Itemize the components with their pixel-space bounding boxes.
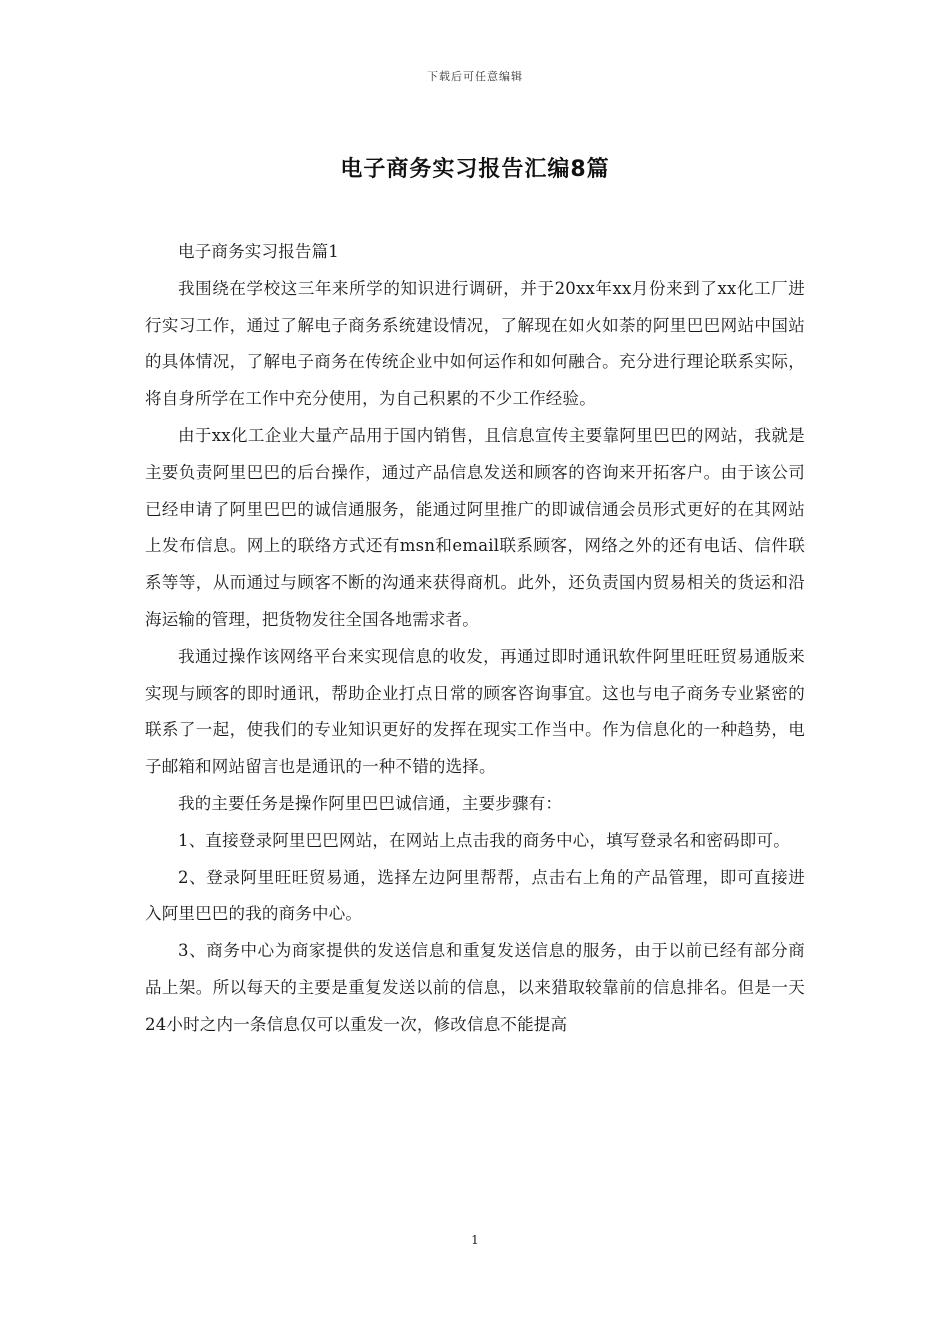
list-item: 3、商务中心为商家提供的发送信息和重复发送信息的服务，由于以前已经有部分商品上架。所以每天的主要是重复发送以前的信息，以来猎取较靠前的信息排名。但是一天24小时之内一条信息仅可以重发一次，修改信息不能提高 bbox=[145, 941, 805, 1034]
paragraph: 我围绕在学校这三年来所学的知识进行调研，并于20xx年xx月份来到了xx化工厂进行实习工作，通过了解电子商务系统建设情况，了解现在如火如荼的阿里巴巴网站中国站的具体情况，了解电子商务在传统企业中如何运作和如何融合。充分进行理论联系实际，将自身所学在工作中充分使用，为自己积累的不少工作经验。 bbox=[145, 278, 805, 409]
list-item: 1、直接登录阿里巴巴网站，在网站上点击我的商务中心，填写登录名和密码即可。 bbox=[178, 830, 790, 850]
page-number: 1 bbox=[471, 1233, 479, 1247]
paragraph: 我通过操作该网络平台来实现信息的收发，再通过即时通讯软件阿里旺旺贸易通版来实现与顾客的即时通讯，帮助企业打点日常的顾客咨询事宜。这也与电子商务专业紧密的联系了一起，使我们的专业知识更好的发挥在现实工作当中。作为信息化的一种趋势，电子邮箱和网站留言也是通讯的一种不错的选择。 bbox=[145, 646, 805, 777]
section-heading: 电子商务实习报告篇1 bbox=[178, 242, 339, 261]
document-body bbox=[145, 234, 805, 1044]
document-title: 电子商务实习报告汇编8篇 bbox=[340, 157, 610, 182]
paragraph: 我的主要任务是操作阿里巴巴诚信通，主要步骤有： bbox=[178, 793, 563, 813]
paragraph: 由于xx化工企业大量产品用于国内销售，且信息宣传主要靠阿里巴巴的网站，我就是主要负责阿里巴巴的后台操作，通过产品信息发送和顾客的咨询来开拓客户。由于该公司已经申请了阿里巴巴的诚信通服务，能通过阿里推广的即诚信通会员形式更好的在其网站上发布信息。网上的联络方式还有msn和email联系顾客，网络之外的还有电话、信件联系等等，从而通过与顾客不断的沟通来获得商机。此外，还负责国内贸易相关的货运和沿海运输的管理，把货物发往全国各地需求者。 bbox=[145, 425, 805, 629]
list-item: 2、登录阿里旺旺贸易通，选择左边阿里帮帮，点击右上角的产品管理，即可直接进入阿里巴巴的我的商务中心。 bbox=[145, 867, 805, 924]
running-header: 下载后可任意编辑 bbox=[427, 70, 523, 83]
